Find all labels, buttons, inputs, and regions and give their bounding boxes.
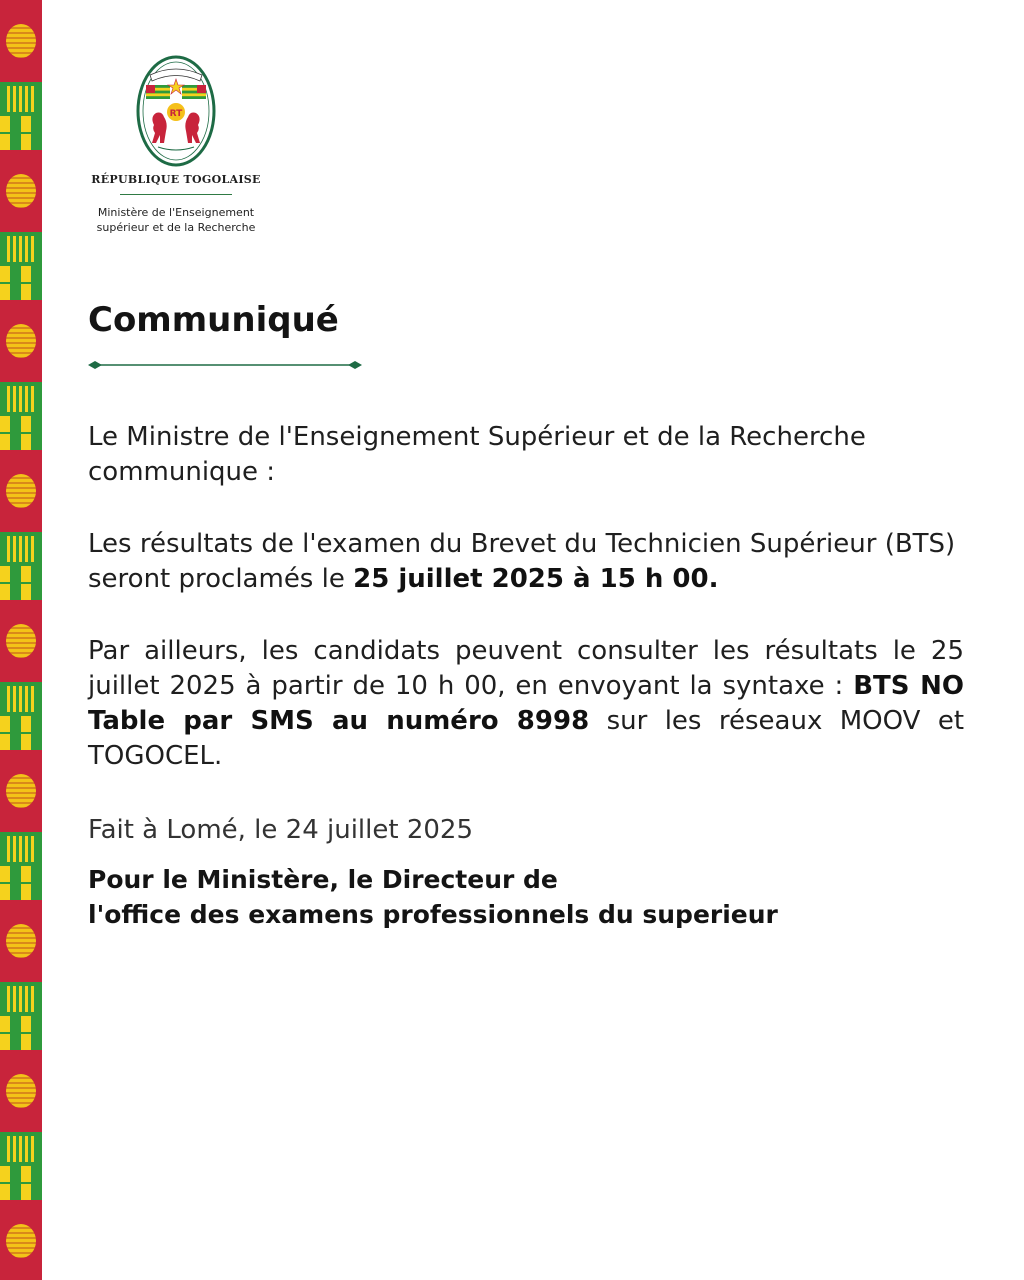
kente-check-block (0, 566, 42, 600)
kente-green-block (0, 832, 42, 866)
kente-border (0, 0, 42, 1280)
kente-check-block (0, 416, 42, 450)
consult-text: Par ailleurs, les candidats peuvent consulter les résultats le 25 juillet 2025 à partir de 10 h 00, en envoyant la syntaxe : (88, 636, 964, 701)
sun-disc-icon (6, 174, 36, 208)
kente-red-block (0, 1200, 42, 1280)
kente-red-block (0, 0, 42, 82)
results-date: 25 juillet 2025 à 15 h 00. (353, 564, 719, 594)
kente-green-block (0, 1132, 42, 1166)
place-date: Fait à Lomé, le 24 juillet 2025 (88, 815, 473, 845)
sun-disc-icon (6, 474, 36, 508)
kente-green-block (0, 232, 42, 266)
kente-red-block (0, 300, 42, 382)
sun-disc-icon (6, 324, 36, 358)
intro-paragraph: Le Ministre de l'Enseignement Supérieur et de la Recherche communique : (88, 422, 866, 487)
emblem-initials: RT (169, 109, 183, 119)
kente-green-block (0, 82, 42, 116)
ministry-line-2: supérieur et de la Recherche (96, 221, 256, 234)
signature-line-1: Pour le Ministère, le Directeur de (88, 865, 558, 894)
kente-check-block (0, 1016, 42, 1050)
sun-disc-icon (6, 624, 36, 658)
sms-syntax: BTS NO Table par SMS au numéro 8998 (88, 671, 965, 736)
diamond-rule-icon (88, 358, 362, 372)
sun-disc-icon (6, 1224, 36, 1258)
kente-red-block (0, 600, 42, 682)
networks-text: sur les réseaux MOOV et TOGOCEL. (88, 706, 965, 771)
kente-check-block (0, 866, 42, 900)
sun-disc-icon (6, 24, 36, 58)
sun-disc-icon (6, 924, 36, 958)
signature-line-2: l'office des examens professionnels du superieur (88, 900, 778, 929)
kente-red-block (0, 1050, 42, 1132)
sun-disc-icon (6, 1074, 36, 1108)
ministry-name (60, 205, 292, 235)
country-name: RÉPUBLIQUE TOGOLAISE (91, 173, 261, 186)
page-title: Communiqué (88, 300, 339, 340)
kente-check-block (0, 716, 42, 750)
kente-green-block (0, 532, 42, 566)
kente-check-block (0, 116, 42, 150)
coat-of-arms-icon (136, 55, 216, 169)
kente-red-block (0, 150, 42, 232)
kente-green-block (0, 682, 42, 716)
consult-paragraph (88, 634, 964, 774)
kente-check-block (0, 1166, 42, 1200)
kente-red-block (0, 750, 42, 832)
kente-green-block (0, 382, 42, 416)
kente-red-block (0, 450, 42, 532)
sun-disc-icon (6, 774, 36, 808)
results-paragraph (88, 527, 964, 597)
ministry-line-1: Ministère de l'Enseignement (97, 206, 255, 219)
kente-green-block (0, 982, 42, 1016)
emblem-divider (120, 194, 232, 195)
kente-check-block (0, 266, 42, 300)
signature-block (88, 862, 778, 932)
kente-red-block (0, 900, 42, 982)
results-text: Les résultats de l'examen du Brevet du Technicien Supérieur (BTS) seront proclamés le (88, 529, 956, 594)
